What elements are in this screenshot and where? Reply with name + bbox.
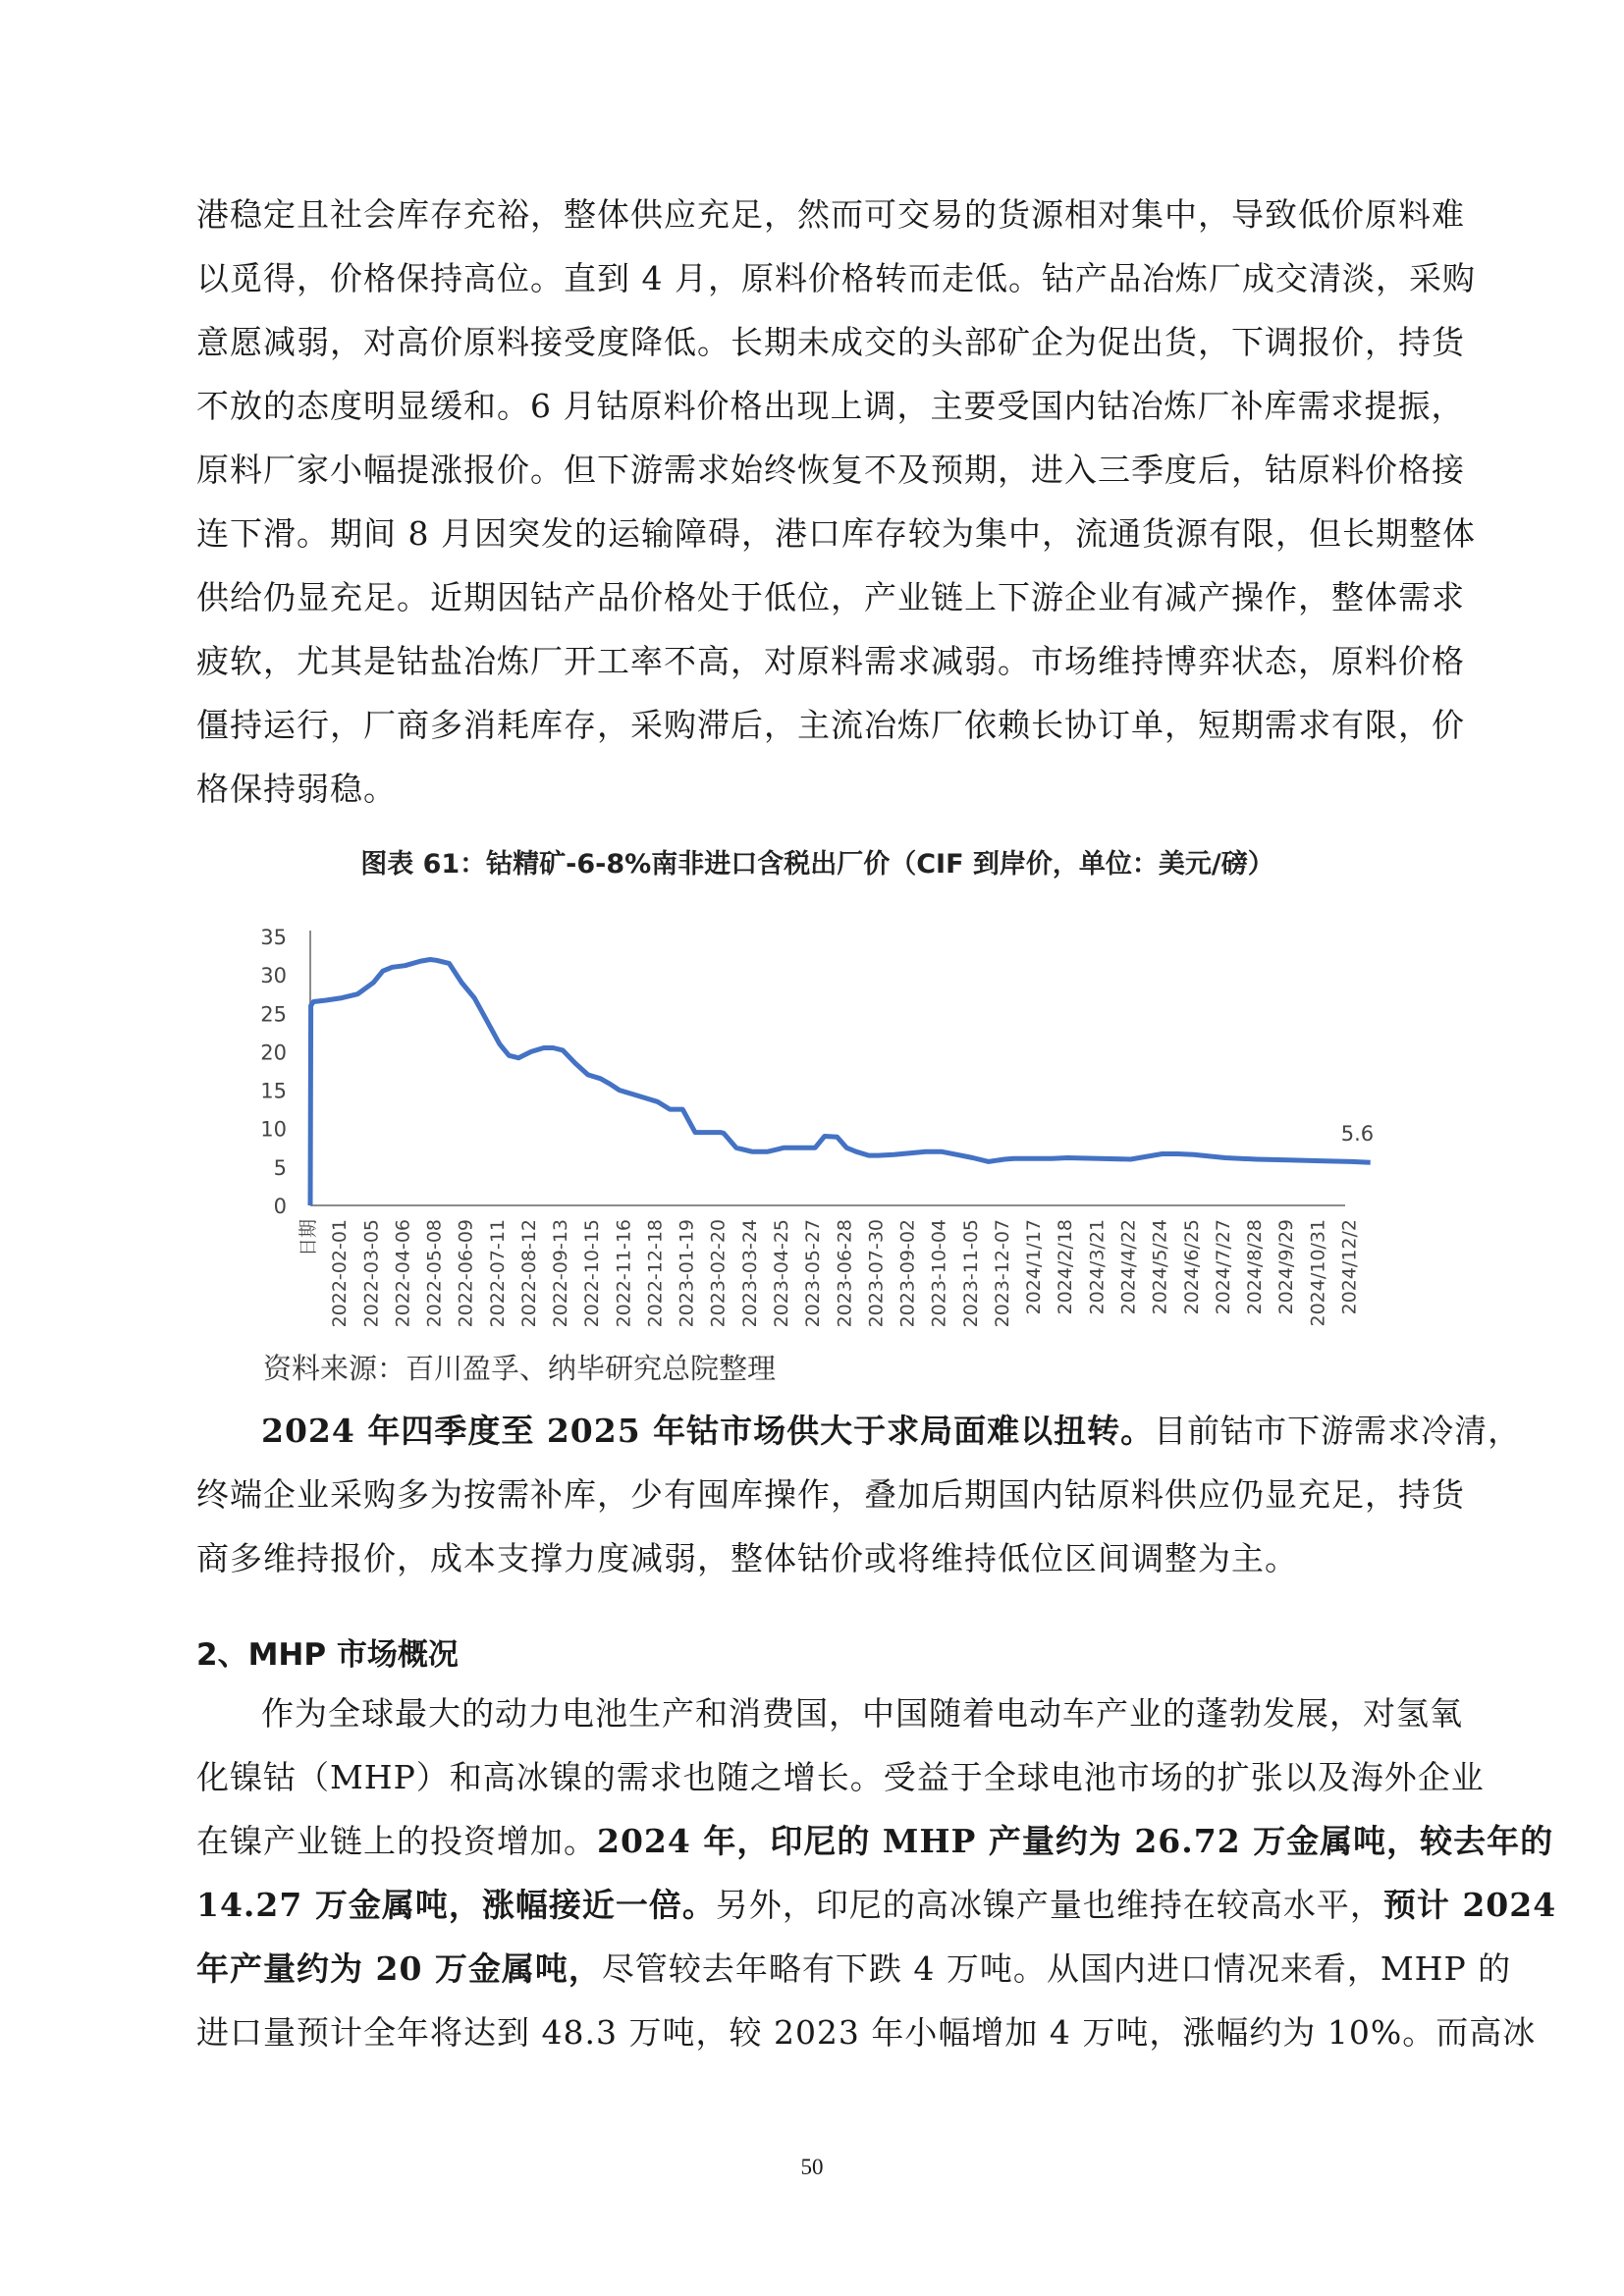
x-tick-label: 2024/9/29 [1275, 1219, 1298, 1315]
x-tick-label: 2023-07-30 [865, 1219, 888, 1328]
x-tick-label: 2023-12-07 [991, 1219, 1013, 1328]
y-tick-label: 20 [260, 1041, 287, 1065]
paragraph-line: 化镍钴（MHP）和高冰镍的需求也随之增长。受益于全球电池市场的扩张以及海外企业 [196, 1758, 1485, 1796]
y-tick-label: 35 [260, 926, 287, 949]
bold-text: 2024 年，印尼的 MHP 产量约为 26.72 万金属吨，较去年的 [597, 1822, 1554, 1860]
paragraph-line: 僵持运行，厂商多消耗库存，采购滞后，主流冶炼厂依赖长协订单，短期需求有限，价 [196, 706, 1465, 744]
data-label-last-value: 5.6 [1340, 1122, 1375, 1147]
x-tick-label: 2022-07-11 [486, 1219, 509, 1328]
paragraph-line [196, 1937, 1512, 2001]
paragraph-line: 原料厂家小幅提涨报价。但下游需求始终恢复不及预期，进入三季度后，钴原料价格接 [196, 451, 1465, 489]
paragraph-line: 以觅得，价格保持高位。直到 4 月，原料价格转而走低。钴产品冶炼厂成交清淡，采购 [196, 259, 1476, 297]
series-line-cobalt-price [310, 960, 1371, 1206]
paragraph-text: 尽管较去年略有下跌 4 万吨。从国内进口情况来看，MHP 的 [601, 1949, 1512, 1988]
section-heading: 2、MHP 市场概况 [196, 1637, 459, 1673]
bold-lead-sentence: 2024 年四季度至 2025 年钴市场供大于求局面难以扭转。 [261, 1412, 1155, 1450]
paragraph-line: 供给仍显充足。近期因钴产品价格处于低位，产业链上下游企业有减产操作，整体需求 [196, 578, 1465, 616]
paragraph-line [196, 1809, 1554, 1873]
x-tick-label: 2022-11-16 [613, 1219, 635, 1328]
x-tick-label: 2024/2/18 [1055, 1219, 1077, 1315]
x-tick-label: 2023-06-28 [834, 1219, 856, 1328]
x-tick-label: 2023-04-25 [771, 1219, 793, 1328]
paragraph-line: 商多维持报价，成本支撑力度减弱，整体钴价或将维持低位区间调整为主。 [196, 1539, 1298, 1577]
x-tick-label: 2024/6/25 [1180, 1219, 1203, 1315]
x-tick-label: 2024/5/24 [1149, 1219, 1171, 1315]
x-tick-labels [298, 1219, 1360, 1327]
x-tick-label: 2022-12-18 [644, 1219, 667, 1328]
x-tick-label: 2024/8/28 [1244, 1219, 1267, 1315]
paragraph-text: 另外，印尼的高冰镍产量也维持在较高水平， [715, 1886, 1383, 1924]
source-note: 资料来源：百川盈孚、纳毕研究总院整理 [263, 1352, 777, 1385]
y-tick-label: 5 [273, 1155, 287, 1180]
x-tick-label: 2024/10/31 [1307, 1219, 1329, 1327]
y-tick-label: 25 [260, 1002, 287, 1027]
x-tick-label: 2022-05-08 [423, 1219, 446, 1328]
x-tick-label: 2024/12/2 [1338, 1219, 1361, 1315]
x-tick-label: 2022-09-13 [550, 1219, 572, 1328]
x-tick-label: 2022-08-12 [517, 1219, 540, 1328]
body-paragraph-3 [196, 1682, 1557, 2064]
x-tick-label: 2023-10-04 [928, 1219, 950, 1328]
bold-text: 14.27 万金属吨，涨幅接近一倍。 [196, 1886, 716, 1924]
paragraph-line: 意愿减弱，对高价原料接受度降低。长期未成交的头部矿企为促出货，下调报价，持货 [196, 323, 1465, 361]
x-tick-label: 2023-05-27 [802, 1219, 825, 1328]
x-tick-label: 2024/4/22 [1117, 1219, 1140, 1315]
x-tick-label: 2023-11-05 [959, 1219, 982, 1328]
paragraph-line: 不放的态度明显缓和。6 月钴原料价格出现上调，主要受国内钴冶炼厂补库需求提振， [196, 387, 1465, 425]
paragraph-line: 连下滑。期间 8 月因突发的运输障碍，港口库存较为集中，流通货源有限，但长期整体 [196, 514, 1476, 553]
paragraph-line: 终端企业采购多为按需补库，少有囤库操作，叠加后期国内钴原料供应仍显充足，持货 [196, 1475, 1465, 1514]
paragraph-line: 进口量预计全年将达到 48.3 万吨，较 2023 年小幅增加 4 万吨，涨幅约为 10%。而高冰 [196, 2013, 1537, 2052]
y-tick-labels [260, 926, 287, 1218]
figure-caption: 图表 61：钴精矿-6-8%南非进口含税出厂价（CIF 到岸价，单位：美元/磅） [360, 849, 1274, 880]
paragraph-line [196, 1399, 1522, 1463]
page-number: 50 [800, 2155, 824, 2179]
x-tick-label: 2023-09-02 [896, 1219, 919, 1328]
paragraph-line: 港稳定且社会库存充裕，整体供应充足，然而可交易的货源相对集中，导致低价原料难 [196, 195, 1465, 234]
x-tick-label: 2022-06-09 [455, 1219, 477, 1328]
paragraph-line: 疲软，尤其是钴盐冶炼厂开工率不高，对原料需求减弱。市场维持博弈状态，原料价格 [196, 642, 1465, 680]
bold-text: 年产量约为 20 万金属吨， [196, 1949, 602, 1988]
x-tick-label: 2022-03-05 [360, 1219, 383, 1328]
x-tick-label: 2022-04-06 [392, 1219, 414, 1328]
y-tick-label: 30 [260, 964, 287, 988]
x-tick-label: 2023-02-20 [707, 1219, 730, 1328]
x-tick-label: 2024/3/21 [1086, 1219, 1109, 1315]
paragraph-line: 格保持弱稳。 [196, 770, 397, 808]
x-tick-label: 2024/7/27 [1212, 1219, 1234, 1315]
paragraph-text: 目前钴市下游需求冷清， [1154, 1412, 1522, 1450]
x-tick-label: 2022-10-15 [581, 1219, 604, 1328]
x-tick-label: 2024/1/17 [1023, 1219, 1046, 1315]
x-tick-label: 2023-03-24 [738, 1219, 761, 1328]
bold-text: 预计 2024 [1382, 1886, 1557, 1924]
chart-axes [310, 931, 1345, 1205]
paragraph-line [196, 1873, 1557, 1937]
paragraph-line: 作为全球最大的动力电池生产和消费国，中国随着电动车产业的蓬勃发展，对氢氧 [261, 1694, 1463, 1733]
x-tick-label: 2023-01-19 [676, 1219, 698, 1328]
x-tick-label: 日期 [298, 1219, 319, 1257]
y-tick-label: 15 [260, 1079, 287, 1103]
y-tick-label: 10 [260, 1117, 287, 1142]
y-tick-label: 0 [273, 1195, 287, 1218]
body-paragraph-2 [196, 1399, 1522, 1590]
paragraph-text: 在镍产业链上的投资增加。 [196, 1822, 597, 1860]
x-tick-label: 2022-02-01 [329, 1219, 352, 1328]
